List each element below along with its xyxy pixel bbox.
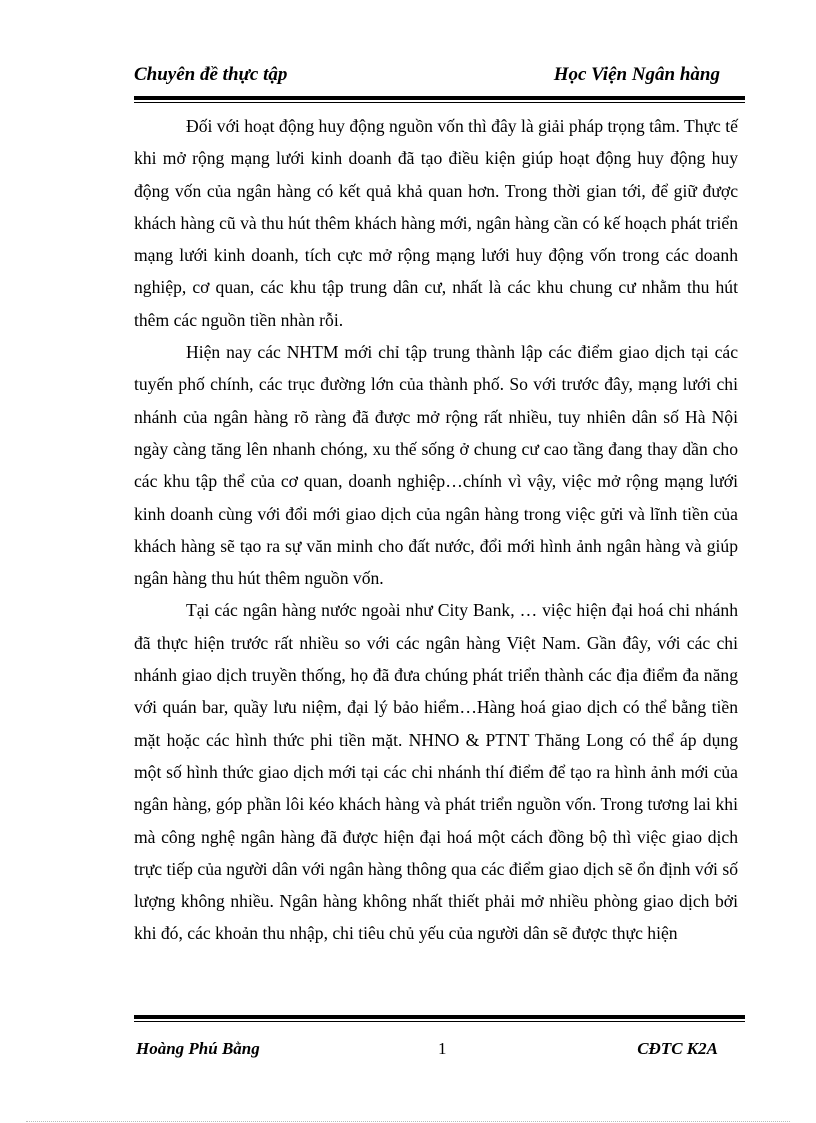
page-number: 1 bbox=[438, 1039, 447, 1058]
page-header bbox=[134, 64, 732, 92]
footer-class-code: CĐTC K2A bbox=[637, 1039, 718, 1058]
header-title: Chuyên đề thực tập bbox=[134, 64, 288, 85]
header-divider bbox=[134, 96, 745, 103]
paragraph-2: Hiện nay các NHTM mới chỉ tập trung thành lập các điểm giao dịch tại các tuyến phố chính, các trục đường lớn của thành phố. So với trước đây, mạng lưới chi nhánh của ngân hàng rõ ràng đã được mở rộng rất nhiều, tuy nhiên dân số Hà Nội ngày càng tăng lên nhanh chóng, xu thế sống ở chung cư cao tầng đang thay dần cho các khu tập thể của cơ quan, doanh nghiệp…chính vì vậy, việc mở rộng mạng lưới kinh doanh cùng với đổi mới giao dịch của ngân hàng trong việc gửi và lĩnh tiền của khách hàng sẽ tạo ra sự văn minh cho đất nước, đổi mới hình ảnh ngân hàng và giúp ngân hàng thu hút thêm nguồn vốn. bbox=[134, 342, 738, 589]
page-edge-dotted-line bbox=[26, 1121, 790, 1122]
document-body bbox=[134, 110, 738, 950]
footer-author: Hoàng Phú Bằng bbox=[136, 1039, 260, 1058]
footer-divider bbox=[134, 1015, 745, 1022]
header-institution: Học Viện Ngân hàng bbox=[553, 64, 720, 85]
paragraph-1: Đối với hoạt động huy động nguồn vốn thì đây là giải pháp trọng tâm. Thực tế khi mở rộng mạng lưới kinh doanh đã tạo điều kiện giúp hoạt động huy động huy động vốn của ngân hàng có kết quả khả quan hơn. Trong thời gian tới, để giữ được khách hàng cũ và thu hút thêm khách hàng mới, ngân hàng cần có kế hoạch phát triển mạng lưới kinh doanh, tích cực mở rộng mạng lưới huy động vốn trong các doanh nghiệp, cơ quan, các khu tập trung dân cư, nhất là các khu chung cư nhằm thu hút thêm các nguồn tiền nhàn rỗi. bbox=[134, 116, 738, 330]
page-footer bbox=[134, 1039, 732, 1063]
paragraph-3: Tại các ngân hàng nước ngoài như City Bank, … việc hiện đại hoá chi nhánh đã thực hiện trước rất nhiều so với các ngân hàng Việt Nam. Gần đây, với các chi nhánh giao dịch truyền thống, họ đã đưa chúng phát triển thành các địa điểm đa năng với quán bar, quầy lưu niệm, đại lý bảo hiểm…Hàng hoá giao dịch có thể bằng tiền mặt hoặc các hình thức phi tiền mặt. NHNO & PTNT Thăng Long có thể áp dụng một số hình thức giao dịch mới tại các chi nhánh thí điểm để tạo ra hình ảnh mới của ngân hàng, góp phần lôi kéo khách hàng và phát triển nguồn vốn. Trong tương lai khi mà công nghệ ngân hàng đã được hiện đại hoá một cách đồng bộ thì việc giao dịch trực tiếp của người dân với ngân hàng thông qua các điểm giao dịch sẽ ổn định với số lượng không nhiều. Ngân hàng không nhất thiết phải mở nhiều phòng giao dịch bởi khi đó, các khoản thu nhập, chi tiêu chủ yếu của người dân sẽ được thực hiện bbox=[134, 600, 738, 944]
